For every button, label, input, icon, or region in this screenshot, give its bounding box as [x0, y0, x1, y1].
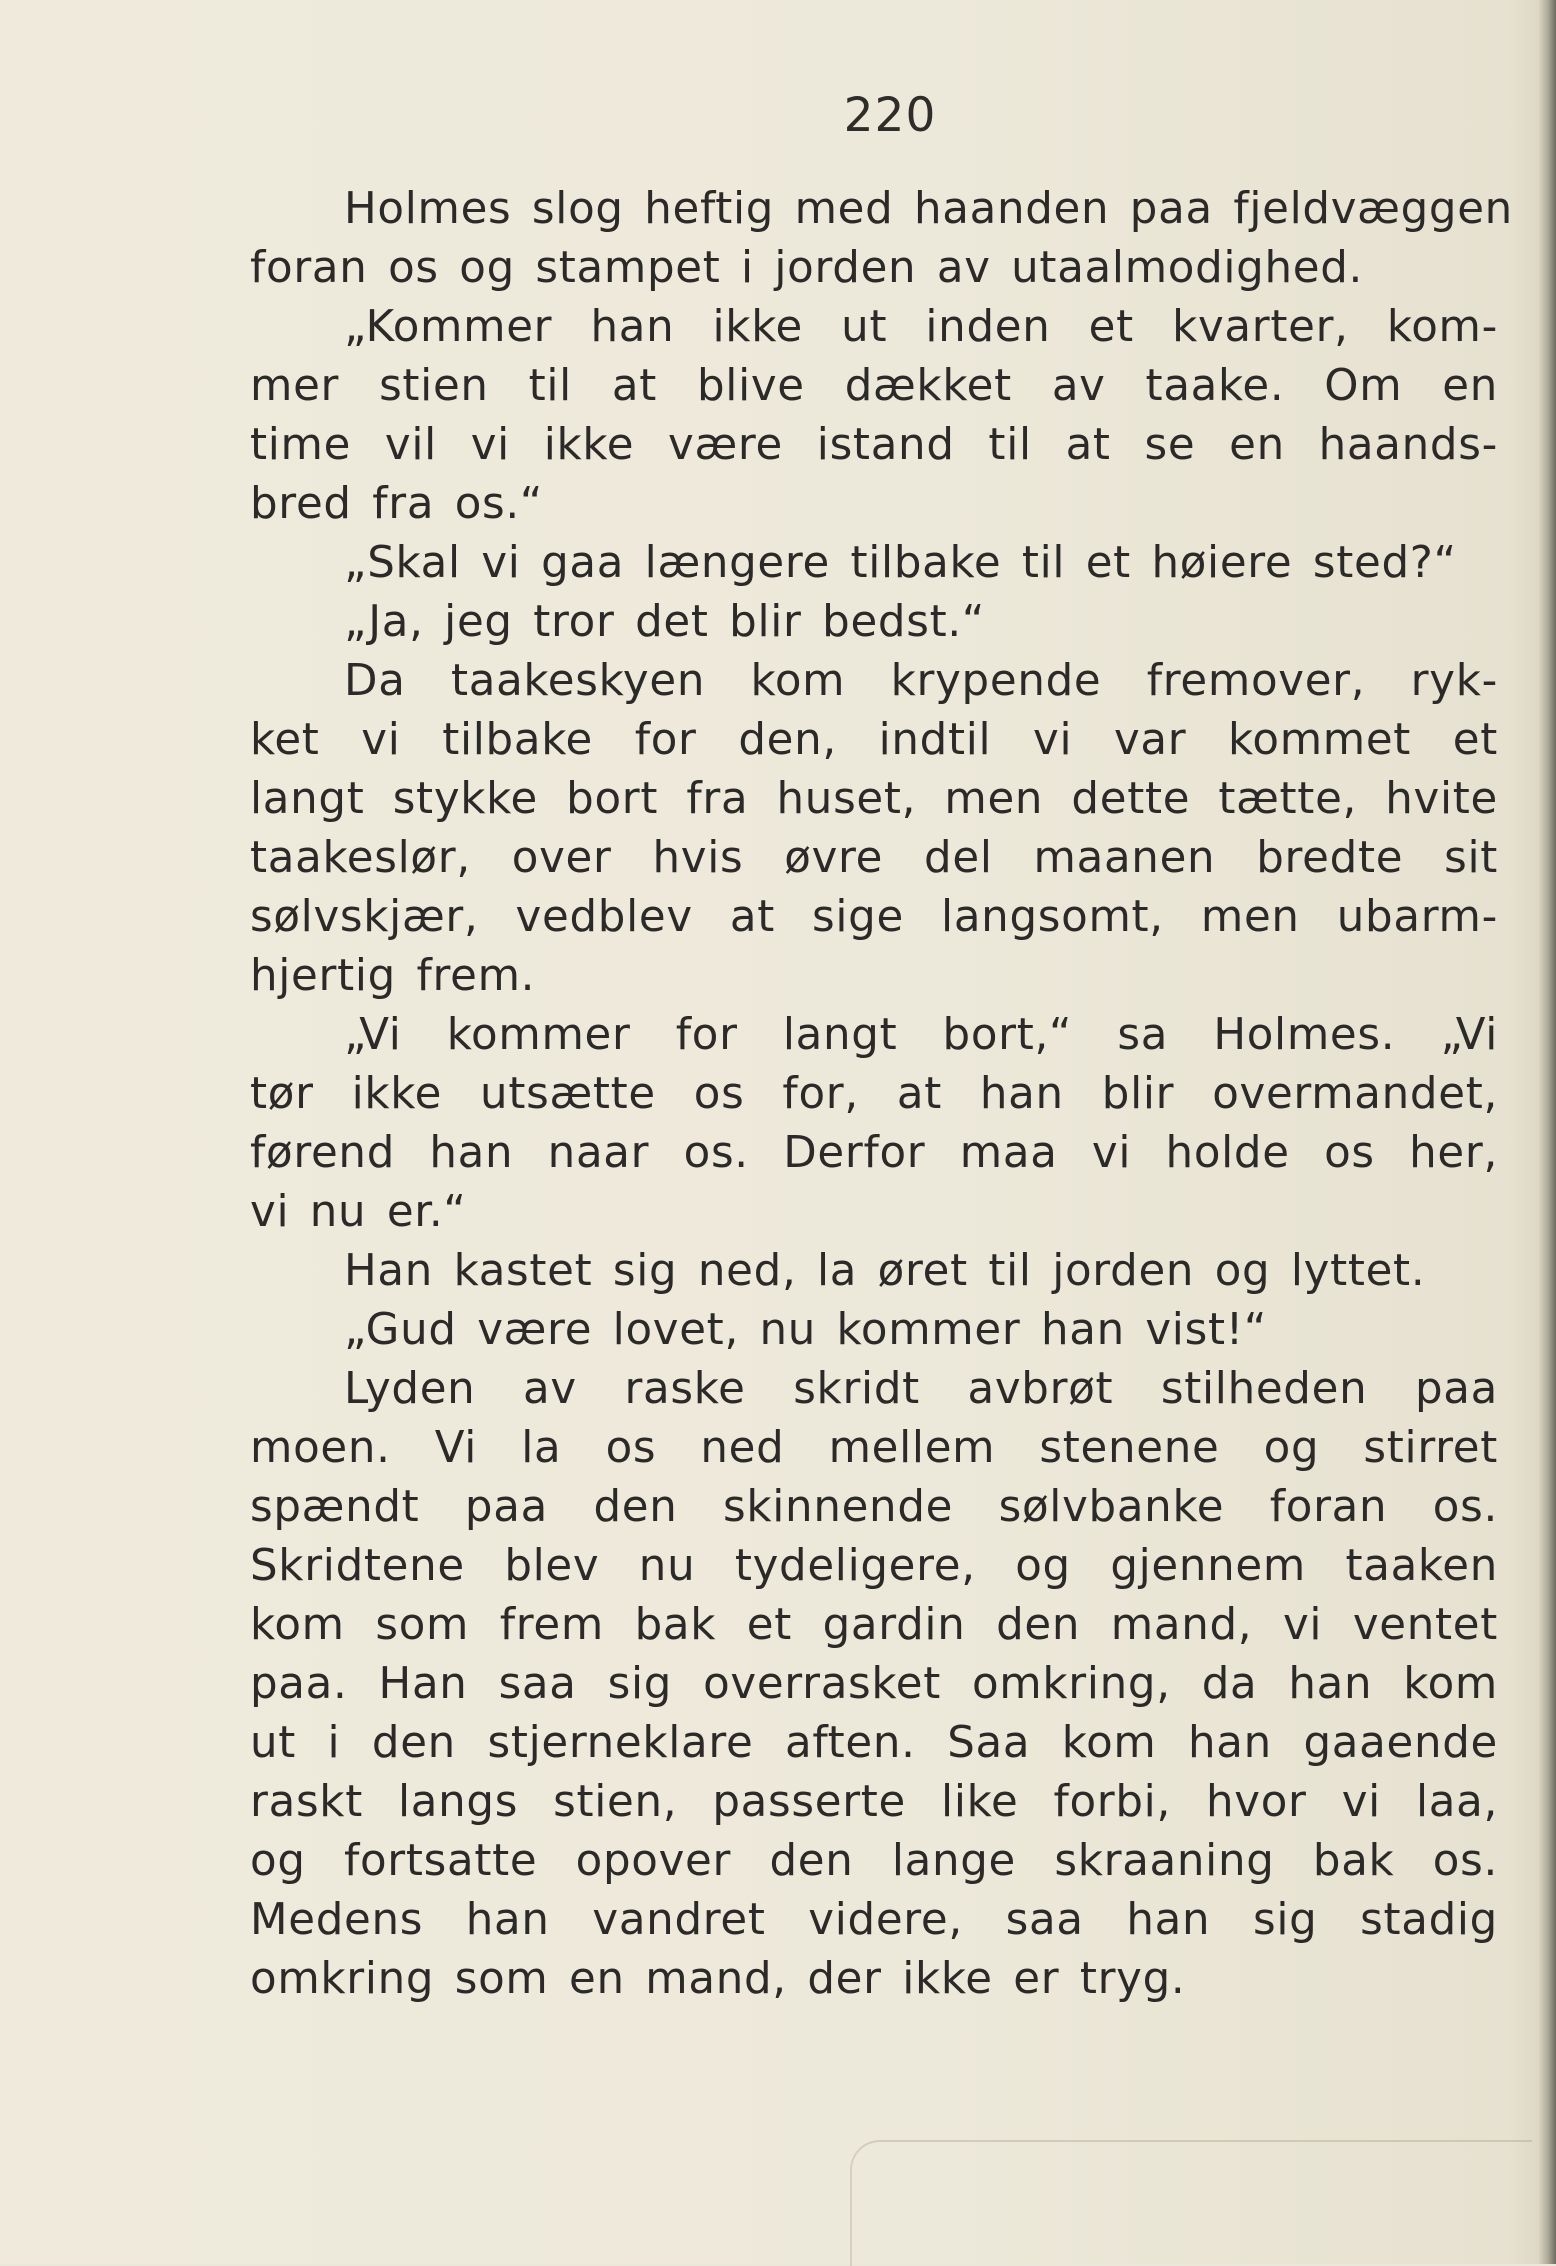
text-line: „Gud være lovet, nu kommer han vist!“	[344, 1305, 1268, 1355]
paper-crease	[850, 2140, 1532, 2266]
text-line: vi nu er.“	[250, 1187, 467, 1237]
text-line: moen. Vi la os ned mellem stenene og stirret	[250, 1423, 1498, 1473]
text-line: „Ja, jeg tror det blir bedst.“	[344, 597, 986, 647]
text-line: spændt paa den skinnende sølvbanke foran os.	[250, 1482, 1498, 1532]
text-line: hjertig frem.	[250, 951, 536, 1001]
text-line: tør ikke utsætte os for, at han blir overmandet,	[250, 1069, 1498, 1119]
text-line: omkring som en mand, der ikke er tryg.	[250, 1954, 1186, 2004]
text-line: Skridtene blev nu tydeligere, og gjennem taaken	[250, 1541, 1498, 1591]
text-line: Lyden av raske skridt avbrøt stilheden paa	[344, 1364, 1498, 1414]
text-line: sølvskjær, vedblev at sige langsomt, men ubarm-	[250, 892, 1498, 942]
text-line: kom som frem bak et gardin den mand, vi ventet	[250, 1600, 1498, 1650]
text-line: time vil vi ikke være istand til at se en haands-	[250, 420, 1498, 470]
text-line: taakeslør, over hvis øvre del maanen bredte sit	[250, 833, 1498, 883]
text-line: langt stykke bort fra huset, men dette tætte, hvite	[250, 774, 1498, 824]
page-edge-shadow	[1538, 0, 1556, 2264]
text-line: og fortsatte opover den lange skraaning bak os.	[250, 1836, 1498, 1886]
text-line: ket vi tilbake for den, indtil vi var kommet et	[250, 715, 1498, 765]
text-line: førend han naar os. Derfor maa vi holde os her,	[250, 1128, 1498, 1178]
text-line: Holmes slog heftig med haanden paa fjeldvæggen	[344, 184, 1513, 234]
text-line: Da taakeskyen kom krypende fremover, ryk-	[344, 656, 1498, 706]
text-line: paa. Han saa sig overrasket omkring, da han kom	[250, 1659, 1498, 1709]
text-line: Han kastet sig ned, la øret til jorden og lyttet.	[344, 1246, 1426, 1296]
text-line: Medens han vandret videre, saa han sig stadig	[250, 1895, 1498, 1945]
text-line: foran os og stampet i jorden av utaalmodighed.	[250, 243, 1364, 293]
text-line: „Vi kommer for langt bort,“ sa Holmes. „Vi	[344, 1010, 1498, 1060]
page-number: 220	[843, 88, 937, 143]
text-line: raskt langs stien, passerte like forbi, hvor vi laa,	[250, 1777, 1498, 1827]
text-line: ut i den stjerneklare aften. Saa kom han gaaende	[250, 1718, 1498, 1768]
text-line: mer stien til at blive dækket av taake. Om en	[250, 361, 1498, 411]
text-line: „Skal vi gaa længere tilbake til et høiere sted?“	[344, 538, 1457, 588]
body-text	[250, 180, 1513, 2009]
text-line: „Kommer han ikke ut inden et kvarter, kom-	[344, 302, 1498, 352]
text-line: bred fra os.“	[250, 479, 544, 529]
